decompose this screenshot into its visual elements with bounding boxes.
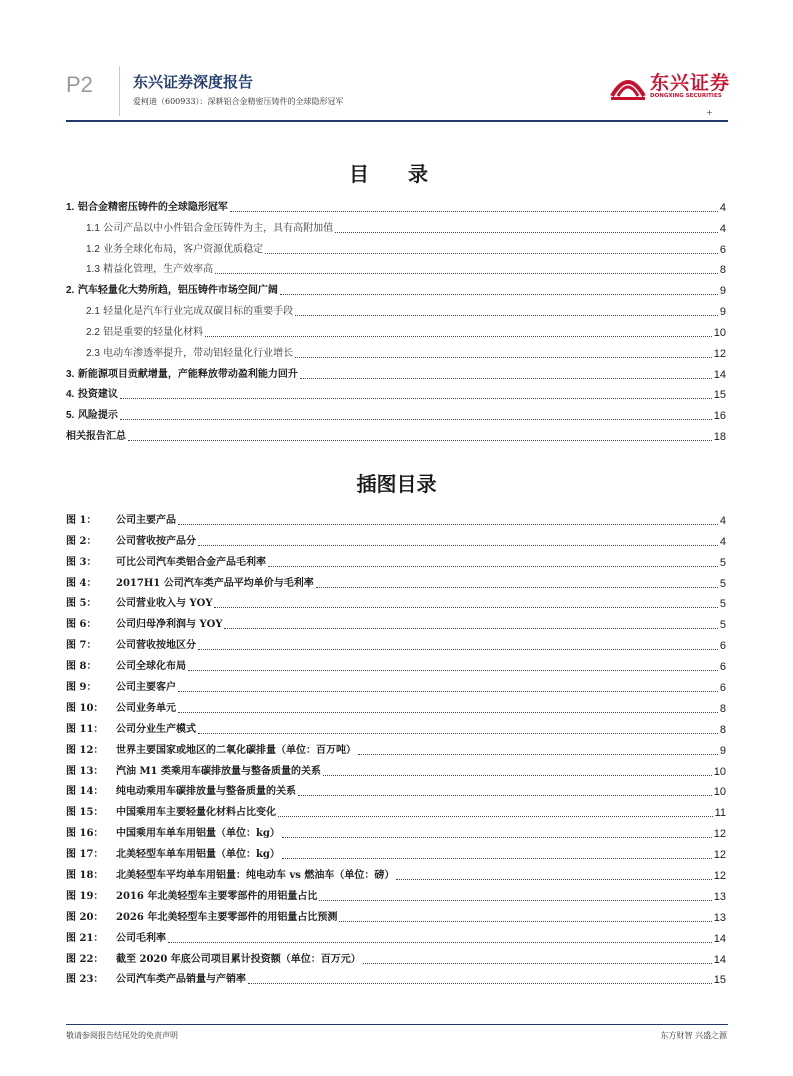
- figure-leader: [278, 816, 713, 817]
- toc-leader: [280, 294, 718, 295]
- toc-entry-text: 相关报告汇总: [66, 431, 126, 443]
- toc-entry-number: 1.: [66, 201, 75, 213]
- toc-entry-text: 轻量化是汽车行业完成双碳目标的重要手段: [103, 306, 294, 318]
- figure-leader: [282, 837, 712, 838]
- toc-entry-page: 16: [713, 410, 726, 423]
- figure-entry-label: [66, 807, 276, 819]
- toc-entry-label: [66, 202, 228, 214]
- figure-entry[interactable]: [66, 882, 726, 903]
- toc-entry-label: [66, 327, 203, 339]
- figure-entry-label: [66, 619, 222, 631]
- toc-entry-page: 18: [713, 431, 726, 444]
- figure-leader: [358, 754, 718, 755]
- figure-entry-page: 11: [714, 807, 726, 820]
- figure-entry[interactable]: [66, 798, 726, 819]
- figure-leader: [198, 733, 718, 734]
- toc-entry-number: 5.: [66, 410, 75, 422]
- toc-entry-text: 精益化管理，生产效率高: [103, 264, 214, 276]
- figure-entry-label: [66, 766, 321, 778]
- figure-entry[interactable]: [66, 966, 726, 987]
- figure-entry-number: 图 19：: [66, 890, 104, 902]
- toc-entry-text: 汽车轻量化大势所趋，铝压铸件市场空间广阔: [77, 285, 278, 297]
- figure-leader: [319, 900, 711, 901]
- figure-entry-label: [66, 954, 361, 966]
- figure-leader: [323, 775, 712, 776]
- figure-entry-number: 图 20：: [66, 911, 104, 923]
- toc-entry-page: 10: [713, 326, 726, 339]
- figure-entry[interactable]: [66, 548, 726, 569]
- figure-leader: [248, 983, 712, 984]
- toc-leader: [300, 378, 712, 379]
- toc-entry[interactable]: [66, 214, 726, 235]
- figure-entry-number: 图 12：: [66, 744, 104, 756]
- toc-entry-text: 电动车渗透率提升，带动铝轻量化行业增长: [103, 347, 294, 359]
- figure-entry-page: 4: [719, 514, 726, 527]
- toc-entry-number: 4.: [66, 389, 75, 401]
- figure-entry-text: 2026 年北美轻型车主要零部件的用铝量占比预测: [116, 911, 338, 923]
- figure-entry-text: 2017H1 公司汽车类产品平均单价与毛利率: [116, 577, 314, 589]
- figure-entry-number: 图 8：: [66, 661, 97, 673]
- toc-entry-label: [66, 306, 293, 318]
- toc-entry-number: 1.2: [86, 243, 100, 255]
- figure-entry-page: 13: [713, 911, 726, 924]
- toc-entry[interactable]: [66, 235, 726, 256]
- figure-entry[interactable]: [66, 903, 726, 924]
- toc-entry-page: 15: [713, 389, 726, 402]
- figure-entry-page: 4: [719, 535, 726, 548]
- figure-entry-text: 公司营收按地区分: [116, 640, 196, 652]
- toc-entry-label: [66, 285, 278, 297]
- footer-rule: [66, 1024, 728, 1025]
- toc-leader: [120, 419, 712, 420]
- figure-entry-number: 图 5：: [66, 598, 97, 610]
- page-header: [0, 0, 793, 122]
- figure-entry-label: [66, 745, 356, 757]
- figure-entry-text: 中国乘用车单车用铝量（单位：kg）: [116, 828, 280, 840]
- figure-entry-number: 图 11：: [66, 723, 104, 735]
- figure-leader: [339, 921, 711, 922]
- figure-leader: [198, 545, 718, 546]
- figure-leader: [224, 628, 717, 629]
- toc-entry[interactable]: [66, 276, 726, 297]
- figure-entry[interactable]: [66, 736, 726, 757]
- toc-entry[interactable]: [66, 193, 726, 214]
- toc-leader: [295, 315, 718, 316]
- toc-entry-page: 9: [719, 285, 726, 298]
- figure-entry-page: 14: [713, 932, 726, 945]
- figure-entry-text: 公司业务单元: [116, 702, 176, 714]
- figure-entry-text: 公司归母净利润与 YOY: [116, 619, 223, 631]
- footer-disclaimer: 敬请参阅报告结尾处的免责声明: [66, 1031, 178, 1040]
- figure-entry[interactable]: [66, 757, 726, 778]
- figure-entry[interactable]: [66, 673, 726, 694]
- figure-entry[interactable]: [66, 569, 726, 590]
- figure-entry-label: [66, 536, 196, 548]
- figure-entry-label: [66, 703, 176, 715]
- toc-leader: [120, 398, 712, 399]
- toc-entry[interactable]: [66, 401, 726, 422]
- figure-entry-number: 图 3：: [66, 556, 97, 568]
- toc-entry-page: 6: [719, 243, 726, 256]
- page-number: P2: [66, 72, 93, 97]
- figure-entry-page: 12: [713, 828, 726, 841]
- figure-entry-number: 图 16：: [66, 828, 104, 840]
- figure-leader: [168, 942, 712, 943]
- toc-entry-label: [66, 389, 118, 401]
- figure-entry[interactable]: [66, 527, 726, 548]
- figure-entry-label: [66, 849, 280, 861]
- figure-entry-page: 13: [713, 890, 726, 903]
- figure-leader: [178, 712, 718, 713]
- figure-entry-text: 汽油 M1 类乘用车碳排放量与整备质量的关系: [116, 765, 321, 777]
- figure-entry[interactable]: [66, 778, 726, 799]
- figure-entry-page: 10: [713, 765, 726, 778]
- figure-leader: [298, 795, 712, 796]
- toc-entry-page: 4: [719, 222, 726, 235]
- figure-entry-text: 2016 年北美轻型车主要零部件的用铝量占比: [116, 890, 318, 902]
- figure-entry-label: [66, 891, 317, 903]
- figure-entry-label: [66, 598, 212, 610]
- toc-entry-page: 14: [713, 368, 726, 381]
- figure-entry-label: [66, 682, 176, 694]
- figure-entry-page: 12: [713, 849, 726, 862]
- toc-entry[interactable]: [66, 318, 726, 339]
- figure-entry[interactable]: [66, 506, 726, 527]
- figure-entry-text: 公司毛利率: [116, 932, 166, 944]
- figure-entry-label: [66, 557, 266, 569]
- toc-entry-label: [66, 369, 298, 381]
- figure-entry-page: 8: [719, 723, 726, 736]
- figure-entry-number: 图 9：: [66, 682, 97, 694]
- toc-entry-number: 2.1: [86, 306, 100, 318]
- toc-entry-number: 2.2: [86, 326, 100, 338]
- figure-entry[interactable]: [66, 694, 726, 715]
- figure-entry-text: 公司营业收入与 YOY: [116, 598, 213, 610]
- figure-entry-label: [66, 786, 296, 798]
- figure-entry-number: 图 15：: [66, 807, 104, 819]
- figure-leader: [316, 587, 718, 588]
- toc-list: [66, 193, 726, 443]
- toc-entry[interactable]: [66, 381, 726, 402]
- toc-entry-page: 4: [719, 201, 726, 214]
- figure-leader: [178, 691, 718, 692]
- figure-entry-number: 图 2：: [66, 535, 97, 547]
- figure-leader: [268, 566, 718, 567]
- figure-entry-page: 12: [713, 870, 726, 883]
- figure-entry[interactable]: [66, 652, 726, 673]
- figure-leader: [178, 524, 718, 525]
- header-mark: +: [706, 108, 713, 117]
- figure-entry[interactable]: [66, 924, 726, 945]
- toc-entry-text: 新能源项目贡献增量，产能释放带动盈利能力回升: [77, 368, 298, 380]
- figure-entry-text: 公司营收按产品分: [116, 535, 196, 547]
- figure-entry-label: [66, 640, 196, 652]
- toc-entry-label: [66, 223, 333, 235]
- figure-entry-number: 图 10：: [66, 702, 104, 714]
- toc-entry-page: 12: [713, 347, 726, 360]
- toc-entry-text: 投资建议: [77, 389, 118, 401]
- figure-leader: [396, 879, 711, 880]
- toc-entry-number: 2.: [66, 285, 75, 297]
- toc-entry-number: 1.3: [86, 264, 100, 276]
- figure-entry-number: 图 13：: [66, 765, 104, 777]
- figure-leader: [188, 670, 718, 671]
- figure-entry-text: 公司分业生产模式: [116, 723, 196, 735]
- figure-entry-text: 公司汽车类产品销量与产销率: [116, 974, 246, 986]
- header-rule: [66, 120, 728, 122]
- figure-entry-number: 图 4：: [66, 577, 97, 589]
- toc-entry-text: 风险提示: [77, 410, 118, 422]
- figure-entry-page: 14: [713, 953, 726, 966]
- figure-entry-page: 5: [719, 619, 726, 632]
- figure-entry-number: 图 14：: [66, 786, 104, 798]
- figure-entry-number: 图 22：: [66, 953, 104, 965]
- figure-list-title: 插图目录: [356, 472, 437, 496]
- toc-entry-page: 8: [719, 264, 726, 277]
- figure-entry[interactable]: [66, 590, 726, 611]
- figure-entry[interactable]: [66, 819, 726, 840]
- figure-entry-page: 5: [719, 598, 726, 611]
- figure-entry-label: [66, 912, 337, 924]
- figure-entry-number: 图 7：: [66, 640, 97, 652]
- figure-entry-page: 9: [719, 744, 726, 757]
- logo-mark-icon: [608, 66, 648, 106]
- figure-entry-text: 公司主要产品: [116, 514, 176, 526]
- figure-entry-label: [66, 870, 394, 882]
- figure-entry-number: 图 18：: [66, 870, 104, 882]
- figure-entry-page: 8: [719, 702, 726, 715]
- figure-entry-text: 世界主要国家或地区的二氧化碳排量（单位：百万吨）: [116, 744, 356, 756]
- figure-entry[interactable]: [66, 861, 726, 882]
- toc-entry-label: [66, 431, 126, 443]
- toc-entry-label: [66, 244, 263, 256]
- figure-entry-text: 公司全球化布局: [116, 661, 186, 673]
- figure-entry-label: [66, 828, 280, 840]
- figure-entry-page: 6: [719, 640, 726, 653]
- figure-entry-label: [66, 661, 186, 673]
- toc-leader: [265, 253, 718, 254]
- figure-entry[interactable]: [66, 631, 726, 652]
- toc-entry[interactable]: [66, 256, 726, 277]
- header-divider: [119, 66, 120, 116]
- figure-entry-number: 图 1：: [66, 514, 97, 526]
- toc-leader: [128, 440, 712, 441]
- figure-leader: [198, 649, 718, 650]
- figure-entry[interactable]: [66, 945, 726, 966]
- logo-text-cn: 东兴证券: [650, 72, 731, 94]
- toc-entry-text: 公司产品以中小件铝合金压铸件为主，具有高附加值: [103, 222, 334, 234]
- figure-list: [66, 506, 726, 986]
- figure-entry-page: 6: [719, 661, 726, 674]
- figure-entry-page: 10: [713, 786, 726, 799]
- toc-entry[interactable]: [66, 297, 726, 318]
- figure-entry-text: 北美轻型车单车用铝量（单位：kg）: [116, 849, 280, 861]
- figure-entry-label: [66, 578, 314, 590]
- toc-entry-label: [66, 348, 293, 360]
- figure-entry-page: 5: [719, 556, 726, 569]
- figure-leader: [214, 607, 717, 608]
- figure-entry-text: 中国乘用车主要轻量化材料占比变化: [116, 807, 276, 819]
- toc-entry-label: [66, 410, 118, 422]
- toc-entry-text: 业务全球化布局，客户资源优质稳定: [103, 243, 264, 255]
- toc-entry[interactable]: [66, 360, 726, 381]
- toc-leader: [335, 232, 718, 233]
- figure-entry-number: 图 17：: [66, 849, 104, 861]
- toc-leader: [230, 211, 718, 212]
- figure-entry-number: 图 23：: [66, 974, 104, 986]
- figure-entry-page: 15: [713, 974, 726, 987]
- figure-entry[interactable]: [66, 715, 726, 736]
- company-logo: [608, 66, 738, 106]
- figure-entry-label: [66, 974, 246, 986]
- toc-leader: [205, 336, 712, 337]
- figure-entry-page: 5: [719, 577, 726, 590]
- report-type: 东兴证券深度报告: [133, 73, 254, 91]
- toc-entry-text: 铝合金精密压铸件的全球隐形冠军: [77, 201, 228, 213]
- logo-text-en: DONGXING SECURITIES: [650, 93, 722, 99]
- figure-entry-text: 纯电动乘用车碳排放量与整备质量的关系: [116, 786, 296, 798]
- figure-entry-label: [66, 515, 176, 527]
- figure-entry-label: [66, 933, 166, 945]
- toc-leader: [295, 357, 712, 358]
- figure-entry[interactable]: [66, 610, 726, 631]
- report-subtitle: 爱柯迪（600933）：深耕铝合金精密压铸件的全球隐形冠军: [133, 97, 344, 106]
- figure-entry[interactable]: [66, 840, 726, 861]
- figure-entry-number: 图 6：: [66, 619, 97, 631]
- toc-entry-number: 3.: [66, 368, 75, 380]
- footer-slogan: 东方财智 兴盛之源: [660, 1031, 727, 1040]
- toc-entry-number: 2.3: [86, 347, 100, 359]
- toc-leader: [215, 273, 718, 274]
- figure-entry-text: 截至 2020 年底公司项目累计投资额（单位：百万元）: [116, 953, 361, 965]
- toc-entry-text: 铝是重要的轻量化材料: [103, 326, 204, 338]
- toc-entry-page: 9: [719, 306, 726, 319]
- figure-entry-page: 6: [719, 682, 726, 695]
- figure-leader: [282, 858, 712, 859]
- figure-entry-text: 北美轻型车平均单车用铝量：纯电动车 vs 燃油车（单位：磅）: [116, 870, 395, 882]
- figure-entry-text: 可比公司汽车类铝合金产品毛利率: [116, 556, 266, 568]
- figure-leader: [363, 963, 712, 964]
- figure-entry-number: 图 21：: [66, 932, 104, 944]
- figure-entry-text: 公司主要客户: [116, 682, 176, 694]
- toc-entry-number: 1.1: [86, 222, 100, 234]
- toc-title: 目 录: [349, 162, 444, 186]
- toc-entry[interactable]: [66, 339, 726, 360]
- toc-entry[interactable]: [66, 422, 726, 443]
- figure-entry-label: [66, 724, 196, 736]
- toc-entry-label: [66, 264, 213, 276]
